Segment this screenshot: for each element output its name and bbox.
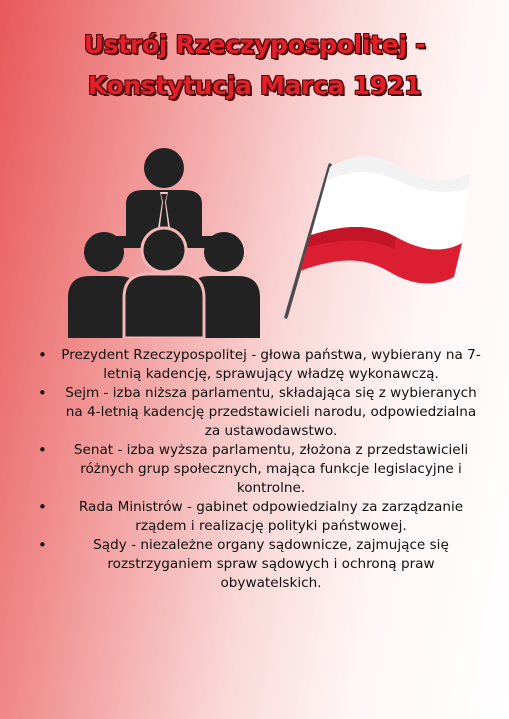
list-item-text: Sejm - izba niższa parlamentu, składająca się z wybieranych na 4-letnią kadencję przedstawicieli narodu, odpowiedzialna za ustawodawstwo. <box>65 385 477 439</box>
list-item <box>36 441 486 498</box>
list-item <box>36 536 486 593</box>
page-title <box>0 24 509 106</box>
assembly-people-icon <box>64 142 264 338</box>
bullet-icon: • <box>38 346 47 364</box>
list-item <box>36 346 486 384</box>
list-item <box>36 384 486 441</box>
list-item-text: Sądy - niezależne organy sądownicze, zajmujące się rozstrzyganiem spraw sądowych i ochroną praw obywatelskich. <box>93 537 449 591</box>
list-item <box>36 498 486 536</box>
title-line-2: Konstytucja Marca 1921 <box>87 71 422 100</box>
constitution-items-list <box>36 346 486 593</box>
bullet-icon: • <box>38 441 47 459</box>
bullet-icon: • <box>38 498 47 516</box>
list-item-text: Rada Ministrów - gabinet odpowiedzialny za zarządzanie rządem i realizację polityki państwowej. <box>78 499 464 534</box>
list-item-text: Prezydent Rzeczypospolitej - głowa państwa, wybierany na 7-letnią kadencję, sprawujący władzę wykonawczą. <box>61 347 481 382</box>
polish-flag-icon <box>278 145 472 320</box>
bullet-icon: • <box>38 536 47 554</box>
title-line-1: Ustrój Rzeczypospolitej - <box>83 30 426 59</box>
list-item-text: Senat - izba wyższa parlamentu, złożona z przedstawicieli różnych grup społecznych, mająca funkcje legislacyjne i kontrolne. <box>73 442 469 496</box>
bullet-icon: • <box>38 384 47 402</box>
